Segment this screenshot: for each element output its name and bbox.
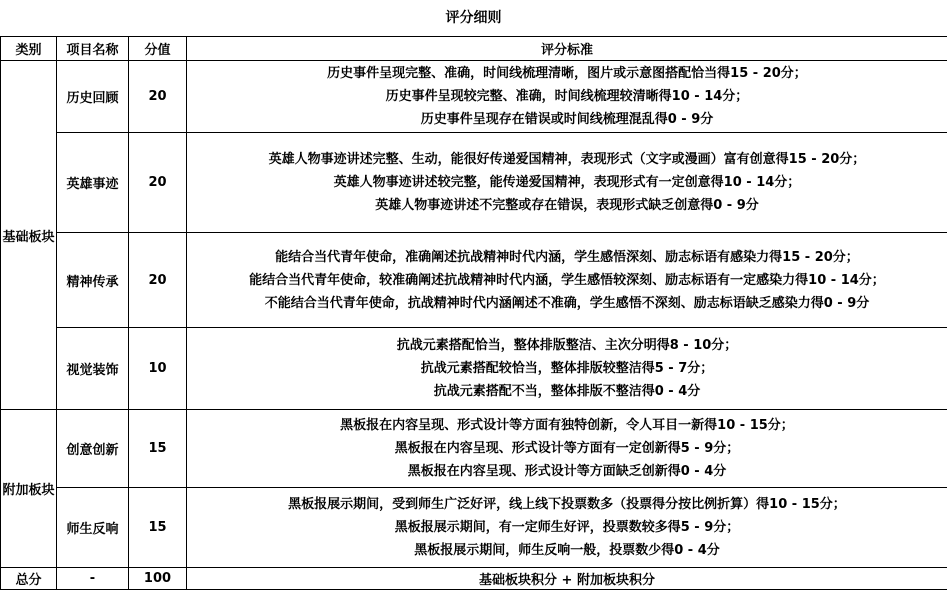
total-row (1, 568, 947, 590)
criteria-line: 英雄人物事迹讲述完整、生动，能很好传递爱国精神，表现形式（文字或漫画）富有创意得15 - 20分； (268, 152, 866, 167)
table-row (1, 233, 947, 328)
category-cell: 基础板块 (1, 61, 57, 410)
table-row (1, 488, 947, 568)
score-cell: 15 (129, 410, 187, 488)
table-row (1, 133, 947, 233)
criteria-line: 黑板报展示期间，有一定师生好评，投票数较多得5 - 9分； (394, 520, 740, 535)
header-item-name: 项目名称 (57, 37, 129, 61)
score-cell: 20 (129, 233, 187, 328)
criteria-cell (187, 133, 947, 233)
criteria-line: 历史事件呈现较完整、准确，时间线梳理较清晰得10 - 14分； (385, 89, 749, 104)
total-criteria-cell: 基础板块积分 + 附加板块积分 (187, 568, 947, 590)
item-name-cell: 精神传承 (57, 233, 129, 328)
header-score: 分值 (129, 37, 187, 61)
score-cell: 10 (129, 328, 187, 410)
table-row (1, 410, 947, 488)
header-criteria: 评分标准 (187, 37, 947, 61)
scoring-table (0, 36, 947, 590)
table-row (1, 328, 947, 410)
criteria-line: 能结合当代青年使命，准确阐述抗战精神时代内涵，学生感悟深刻、励志标语有感染力得15 - 20分； (275, 249, 859, 265)
total-category-cell: 总分 (1, 568, 57, 590)
criteria-line: 黑板报展示期间，受到师生广泛好评，线上线下投票数多（投票得分按比例折算）得10 - 15分； (288, 497, 846, 512)
criteria-line: 黑板报展示期间，师生反响一般，投票数少得0 - 4分 (414, 543, 720, 558)
criteria-line: 能结合当代青年使命，较准确阐述抗战精神时代内涵，学生感悟较深刻、励志标语有一定感染力得10 - 14分； (249, 272, 885, 288)
category-cell: 附加板块 (1, 410, 57, 568)
score-cell: 20 (129, 133, 187, 233)
item-name-cell: 英雄事迹 (57, 133, 129, 233)
criteria-line: 英雄人物事迹讲述不完整或存在错误，表现形式缺乏创意得0 - 9分 (375, 198, 759, 213)
criteria-line: 英雄人物事迹讲述较完整，能传递爱国精神，表现形式有一定创意得10 - 14分； (333, 175, 801, 190)
criteria-line: 抗战元素搭配恰当，整体排版整洁、主次分明得8 - 10分； (396, 338, 738, 353)
item-name-cell: 师生反响 (57, 488, 129, 568)
criteria-cell (187, 410, 947, 488)
header-category: 类别 (1, 37, 57, 61)
criteria-line: 历史事件呈现完整、准确，时间线梳理清晰，图片或示意图搭配恰当得15 - 20分； (327, 66, 807, 81)
criteria-cell (187, 488, 947, 568)
score-cell: 20 (129, 61, 187, 133)
table-title: 评分细则 (445, 10, 502, 26)
table-row (1, 61, 947, 133)
header-row (1, 37, 947, 61)
criteria-line: 黑板报在内容呈现、形式设计等方面有独特创新，令人耳目一新得10 - 15分； (340, 418, 794, 433)
criteria-line: 黑板报在内容呈现、形式设计等方面缺乏创新得0 - 4分 (407, 464, 727, 479)
total-name-cell: - (57, 568, 129, 590)
criteria-cell (187, 61, 947, 133)
criteria-cell (187, 233, 947, 328)
total-score-cell: 100 (129, 568, 187, 590)
criteria-line: 抗战元素搭配不当，整体排版不整洁得0 - 4分 (433, 384, 701, 399)
criteria-cell (187, 328, 947, 410)
item-name-cell: 视觉装饰 (57, 328, 129, 410)
criteria-line: 历史事件呈现存在错误或时间线梳理混乱得0 - 9分 (420, 112, 714, 127)
item-name-cell: 历史回顾 (57, 61, 129, 133)
item-name-cell: 创意创新 (57, 410, 129, 488)
score-cell: 15 (129, 488, 187, 568)
criteria-line: 不能结合当代青年使命，抗战精神时代内涵阐述不准确，学生感悟不深刻、励志标语缺乏感染力得0 - 9分 (264, 295, 870, 311)
criteria-line: 黑板报在内容呈现、形式设计等方面有一定创新得5 - 9分； (394, 441, 740, 456)
criteria-line: 抗战元素搭配较恰当，整体排版较整洁得5 - 7分； (420, 361, 714, 376)
